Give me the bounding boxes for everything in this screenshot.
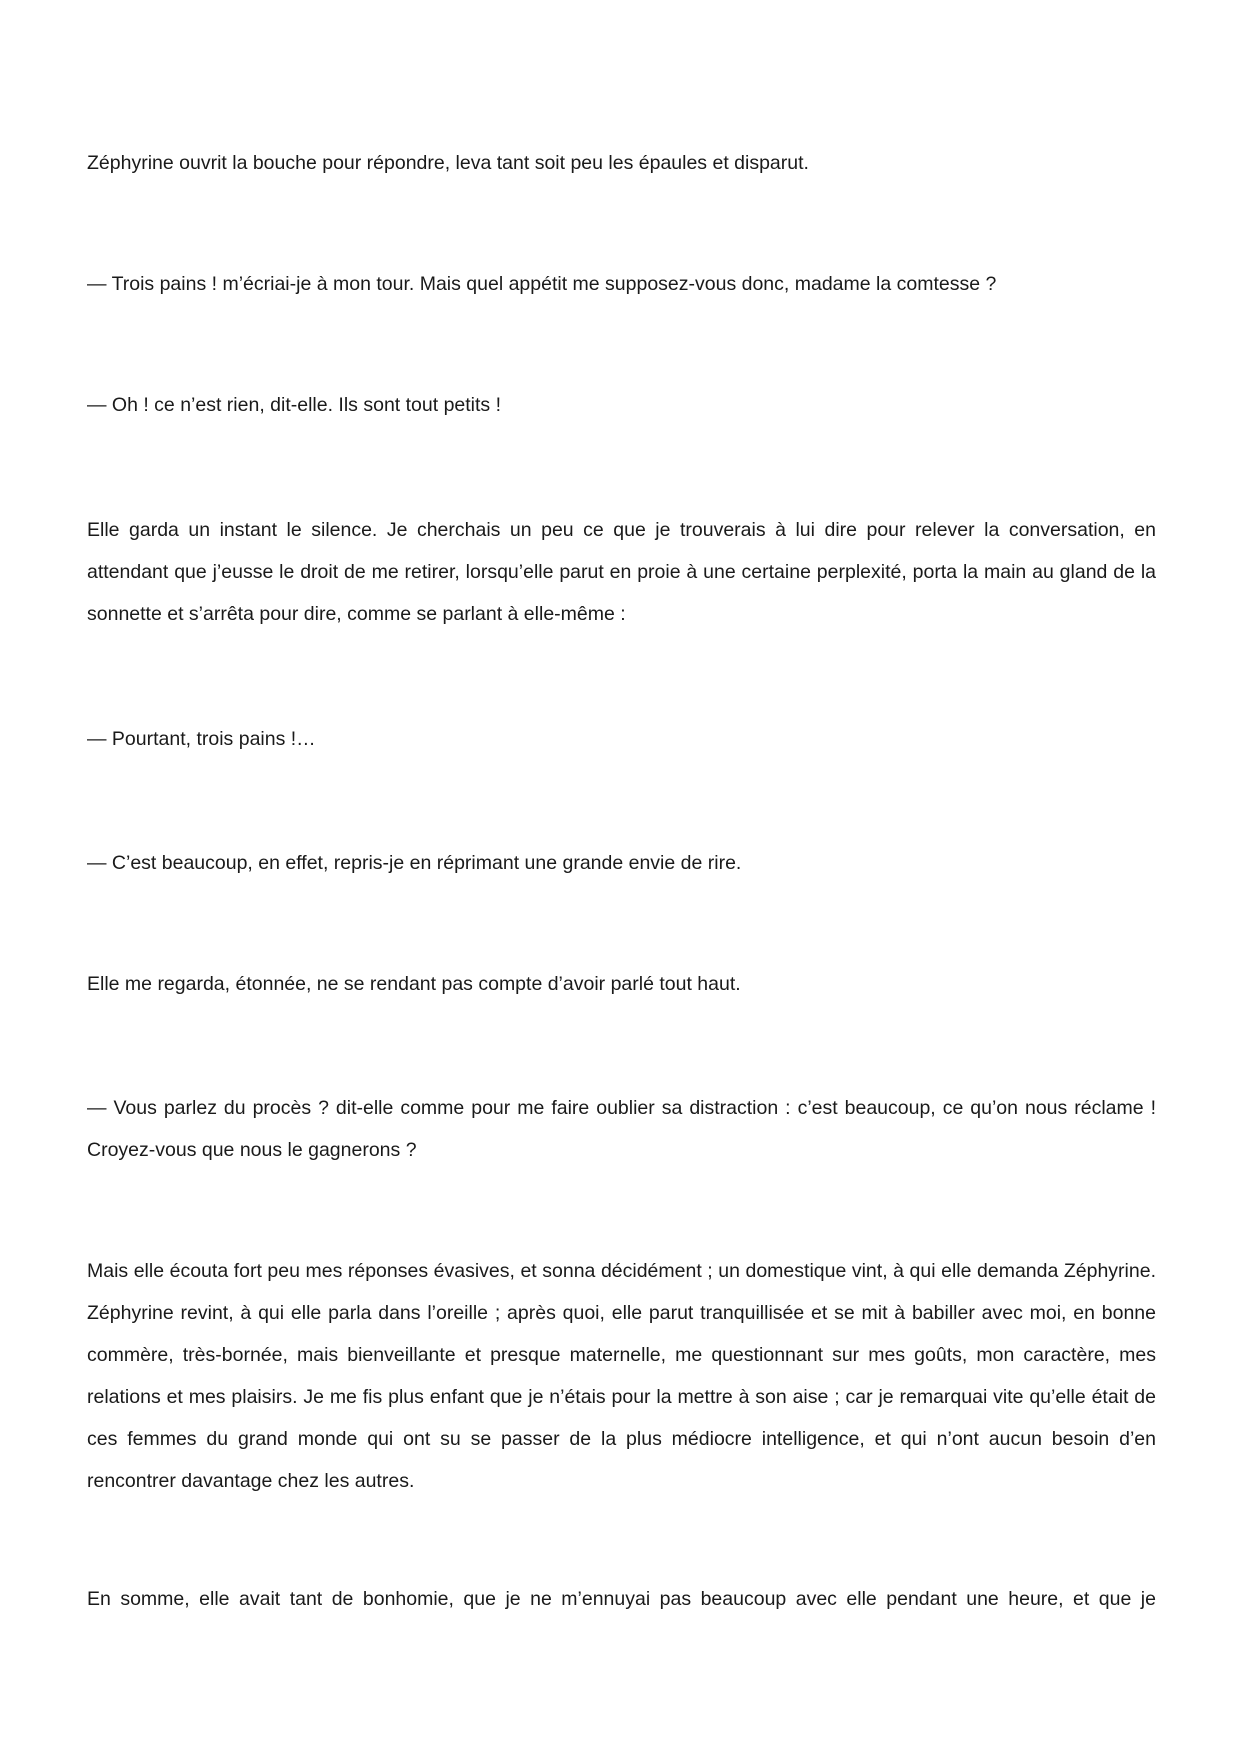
paragraph: — C’est beaucoup, en effet, repris-je en réprimant une grande envie de rire. [87, 852, 742, 874]
paragraph: Mais elle écouta fort peu mes réponses évasives, et sonna décidément ; un domestique vint, à qui elle demanda Zéphyrine. Zéphyrine revint, à qui elle parla dans l’oreille ; après quoi, elle parut tranquillisée et se mit à babiller avec moi, en bonne commère, très-bornée, mais bienveillante et presque maternelle, me questionnant sur mes goûts, mon caractère, mes relations et mes plaisirs. Je me fis plus enfant que je n’étais pour la mettre à son aise ; car je remarquai vite qu’elle était de ces femmes du grand monde qui ont su se passer de la plus médiocre intelligence, et qui n’ont aucun besoin d’en rencontrer davantage chez les autres. [87, 1260, 1156, 1492]
paragraph: — Vous parlez du procès ? dit-elle comme pour me faire oublier sa distraction : c’est beaucoup, ce qu’on nous réclame ! Croyez-vous que nous le gagnerons ? [87, 1097, 1156, 1161]
paragraph: Zéphyrine ouvrit la bouche pour répondre, leva tant soit peu les épaules et disparut. [87, 152, 809, 174]
paragraph: Elle garda un instant le silence. Je cherchais un peu ce que je trouverais à lui dire pour relever la conversation, en attendant que j’eusse le droit de me retirer, lorsqu’elle parut en proie à une certaine perplexité, porta la main au gland de la sonnette et s’arrêta pour dire, comme se parlant à elle-même : [87, 519, 1156, 625]
paragraph: — Pourtant, trois pains !… [87, 728, 316, 750]
paragraph: — Trois pains ! m’écriai-je à mon tour. Mais quel appétit me supposez-vous donc, madame la comtesse ? [87, 273, 997, 295]
paragraph: Elle me regarda, étonnée, ne se rendant pas compte d’avoir parlé tout haut. [87, 973, 741, 995]
paragraph: — Oh ! ce n’est rien, dit-elle. Ils sont tout petits ! [87, 394, 502, 416]
paragraph: En somme, elle avait tant de bonhomie, que je ne m’ennuyai pas beaucoup avec elle pendant une heure, et que je [87, 1588, 1156, 1610]
